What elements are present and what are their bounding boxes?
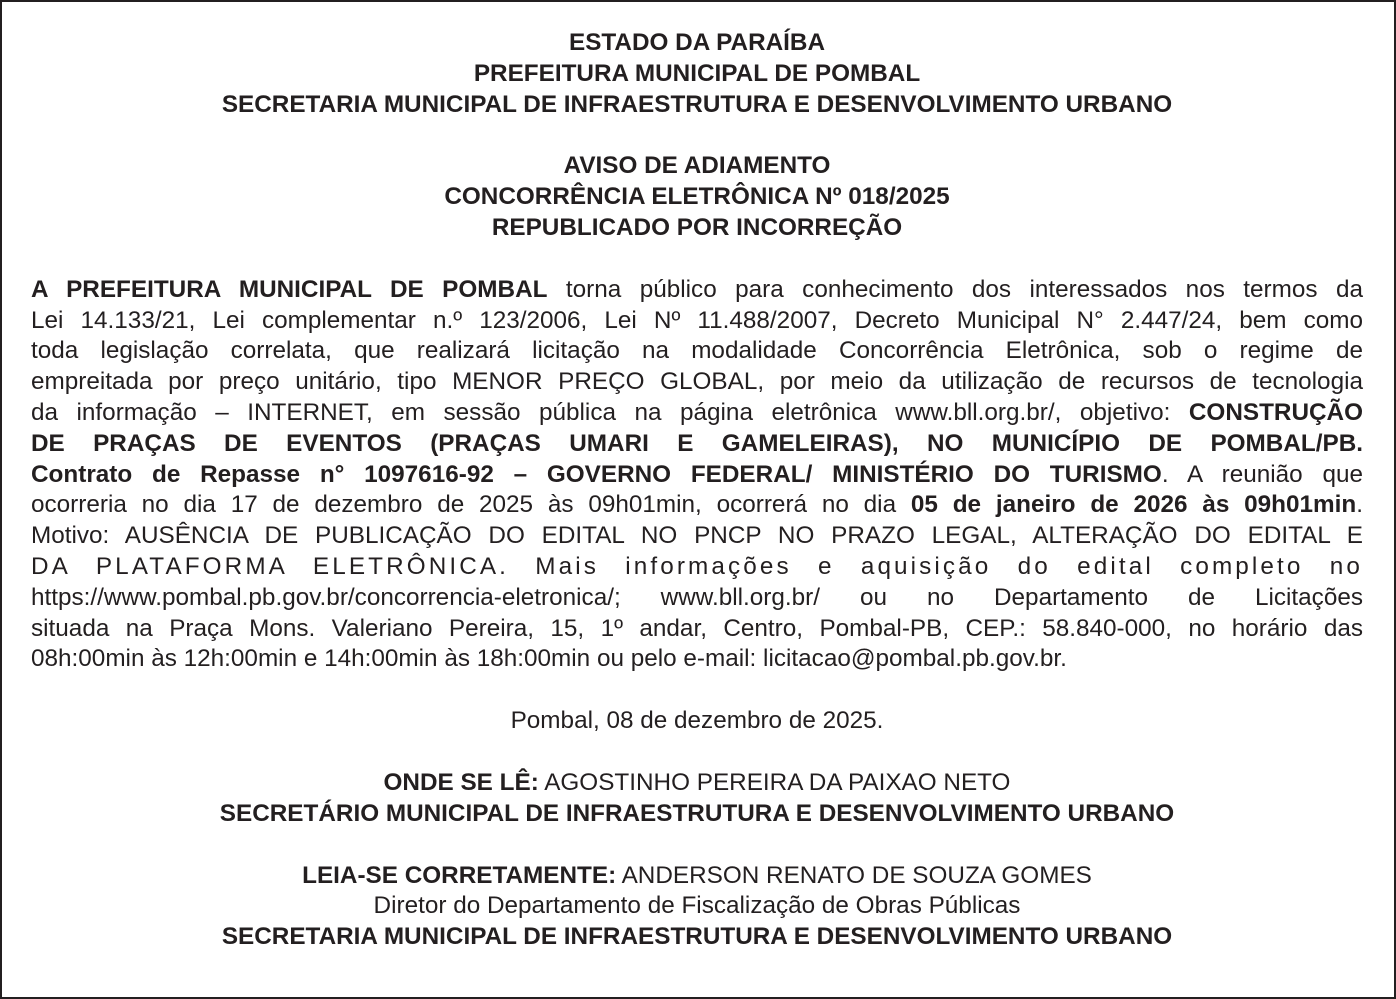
contract-bold: Contrato de Repasse n° 1097616-92 – GOVERNO FEDERAL/ MINISTÉRIO DO TURISMO [31, 460, 1162, 488]
body-line-10: DA PLATAFORMA ELETRÔNICA. Mais informações e aquisição do edital completo no [31, 552, 1363, 580]
wrong-name: AGOSTINHO PEREIRA DA PAIXAO NETO [538, 768, 1011, 796]
body-line-8 [31, 490, 1363, 521]
notice-type: AVISO DE ADIAMENTO [563, 152, 831, 180]
correct-name: ANDERSON RENATO DE SOUZA GOMES [616, 861, 1092, 889]
notice-body [31, 275, 1363, 675]
spacer [31, 737, 1363, 768]
body-text-segment: ocorreria no dia 17 de dezembro de 2025 às 09h01min, ocorrerá no dia [31, 491, 911, 519]
state-name: ESTADO DA PARAÍBA [568, 29, 826, 56]
object-bold: CONSTRUÇÃO [1188, 398, 1363, 426]
correct-signature-block [31, 861, 1363, 953]
spacer [31, 244, 1363, 275]
correct-label: LEIA-SE CORRETAMENTE: [302, 861, 617, 889]
header-block [31, 28, 1363, 120]
wrong-signature-block [31, 768, 1363, 830]
spacer [31, 675, 1363, 706]
body-line-3: toda legislação correlata, que realizará licitação na modalidade Concorrência Eletrônica, sob o regime de [31, 337, 1363, 365]
secretariat-name: SECRETARIA MUNICIPAL DE INFRAESTRUTURA E DESENVOLVIMENTO URBANO [221, 90, 1173, 118]
republished-note: REPUBLICADO POR INCORREÇÃO [491, 213, 903, 241]
new-date-bold: 05 de janeiro de 2026 às 09h01min [910, 491, 1357, 519]
body-line-2: Lei 14.133/21, Lei complementar n.º 123/2006, Lei Nº 11.488/2007, Decreto Municipal N° 2.447/24, bem como [31, 306, 1363, 334]
body-line-11: https://www.pombal.pb.gov.br/concorrencia-eletronica/; www.bll.org.br/ ou no Departamento de Licitações [31, 583, 1363, 611]
body-line-9: Motivo: AUSÊNCIA DE PUBLICAÇÃO DO EDITAL NO PNCP NO PRAZO LEGAL, ALTERAÇÃO DO EDITAL E [31, 522, 1363, 550]
body-prefecture-bold: A PREFEITURA MUNICIPAL DE POMBAL [31, 275, 548, 303]
correct-name-line [31, 861, 1363, 892]
wrong-name-line [31, 768, 1363, 799]
body-line-5 [31, 398, 1363, 429]
prefecture-name: PREFEITURA MUNICIPAL DE POMBAL [473, 59, 921, 87]
spacer [31, 120, 1363, 151]
procedure-number: CONCORRÊNCIA ELETRÔNICA Nº 018/2025 [444, 183, 950, 211]
body-line-12: situada na Praça Mons. Valeriano Pereira, 15, 1º andar, Centro, Pombal-PB, CEP.: 58.840-000, no horário das [31, 614, 1363, 642]
body-line-13: 08h:00min às 12h:00min e 14h:00min às 18h:00min ou pelo e-mail: licitacao@pombal.pb.gov.br. [31, 645, 1067, 673]
body-text-segment: torna público para conhecimento dos interessados nos termos da [547, 275, 1363, 303]
body-line-4: empreitada por preço unitário, tipo MENOR PREÇO GLOBAL, por meio da utilização de recursos de tecnologia [31, 368, 1363, 396]
body-line-1 [31, 275, 1363, 306]
notice-title-block [31, 151, 1363, 243]
body-text-segment: . A reunião que [1161, 460, 1363, 488]
body-text-segment: . [1356, 491, 1363, 519]
body-text-segment: da informação – INTERNET, em sessão pública na página eletrônica www.bll.org.br/, objetivo: [31, 398, 1189, 426]
wrong-label: ONDE SE LÊ: [383, 768, 539, 796]
body-line-7 [31, 460, 1363, 491]
correct-role: Diretor do Departamento de Fiscalização de Obras Públicas [373, 892, 1021, 920]
wrong-title: SECRETÁRIO MUNICIPAL DE INFRAESTRUTURA E DESENVOLVIMENTO URBANO [219, 799, 1175, 827]
correct-secretariat: SECRETARIA MUNICIPAL DE INFRAESTRUTURA E DESENVOLVIMENTO URBANO [221, 923, 1173, 951]
spacer [31, 830, 1363, 861]
date-line: Pombal, 08 de dezembro de 2025. [510, 707, 884, 735]
body-line-6: DE PRAÇAS DE EVENTOS (PRAÇAS UMARI E GAMELEIRAS), NO MUNICÍPIO DE POMBAL/PB. [31, 429, 1363, 457]
